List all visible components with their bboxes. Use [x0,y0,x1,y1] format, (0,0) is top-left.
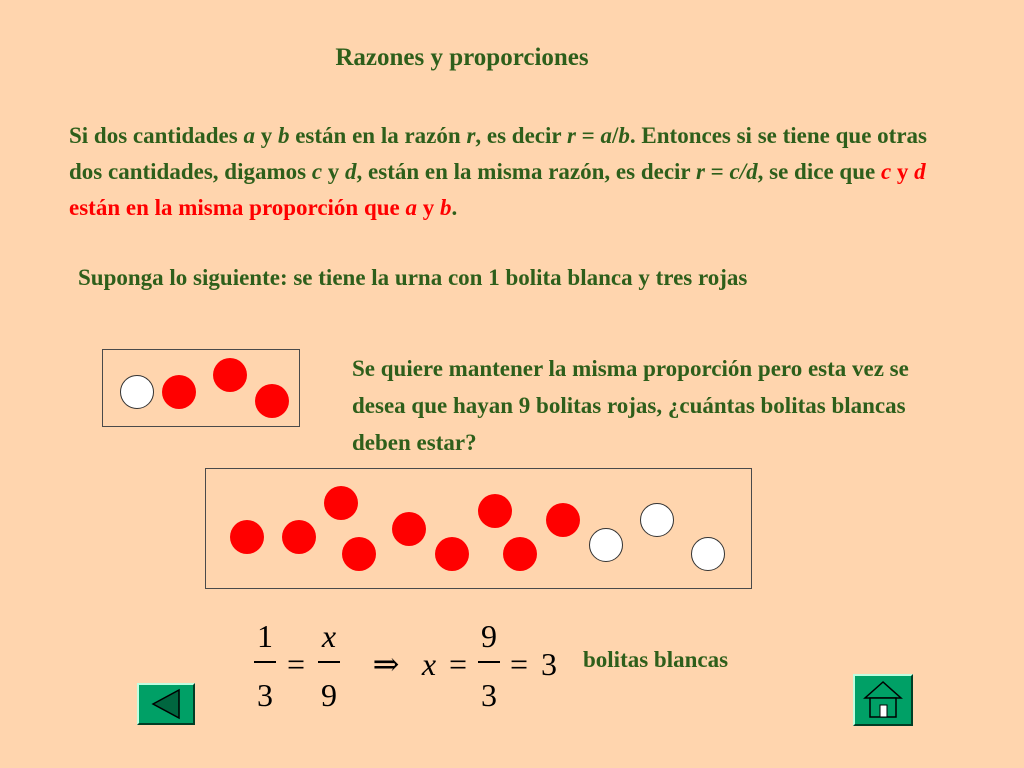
red-ball [478,494,512,528]
definition-paragraph: Si dos cantidades a y b están en la razón r, es decir r = a/b. Entonces si se tiene que otras dos cantidades, digamos c y d, están en la misma razón, es decir r = c/d, se dice que c y d están en la misma proporción que a y b. [69,123,927,220]
fraction2-numerator: x [321,618,337,654]
red-ball [342,537,376,571]
home-icon [855,676,911,724]
equals-sign: = [509,646,529,682]
fraction1-numerator: 1 [257,618,273,654]
home-button[interactable] [853,674,913,726]
red-ball [503,537,537,571]
proportion-equation [240,620,580,720]
fraction2-denominator: 9 [321,677,337,713]
back-button[interactable] [137,683,195,725]
result-label: bolitas blancas [583,647,729,672]
large-urn [205,468,752,589]
slide-title: Razones y proporciones [335,44,589,71]
red-ball [546,503,580,537]
white-ball [120,375,154,409]
red-ball [324,486,358,520]
red-ball [230,520,264,554]
equals-sign: = [448,646,468,682]
variable-x: x [421,646,437,682]
red-ball [162,375,196,409]
red-ball [213,358,247,392]
fraction1-denominator: 3 [257,677,273,713]
white-ball [691,537,725,571]
red-ball [255,384,289,418]
question-text: Se quiere mantener la misma proporción pero esta vez se desea que hayan 9 bolitas rojas, ¿cuántas bolitas blancas deben estar? [352,356,909,455]
fraction3-denominator: 3 [481,677,497,713]
back-arrow-icon [139,685,193,723]
white-ball [589,528,623,562]
fraction3-numerator: 9 [481,618,497,654]
red-ball [282,520,316,554]
small-urn [102,349,300,427]
equals-sign: = [286,646,306,682]
suppose-text: Suponga lo siguiente: se tiene la urna con 1 bolita blanca y tres rojas [78,265,748,290]
white-ball [640,503,674,537]
implies-symbol: ⇒ [372,646,400,682]
red-ball [392,512,426,546]
equation-result: 3 [541,646,557,682]
red-ball [435,537,469,571]
